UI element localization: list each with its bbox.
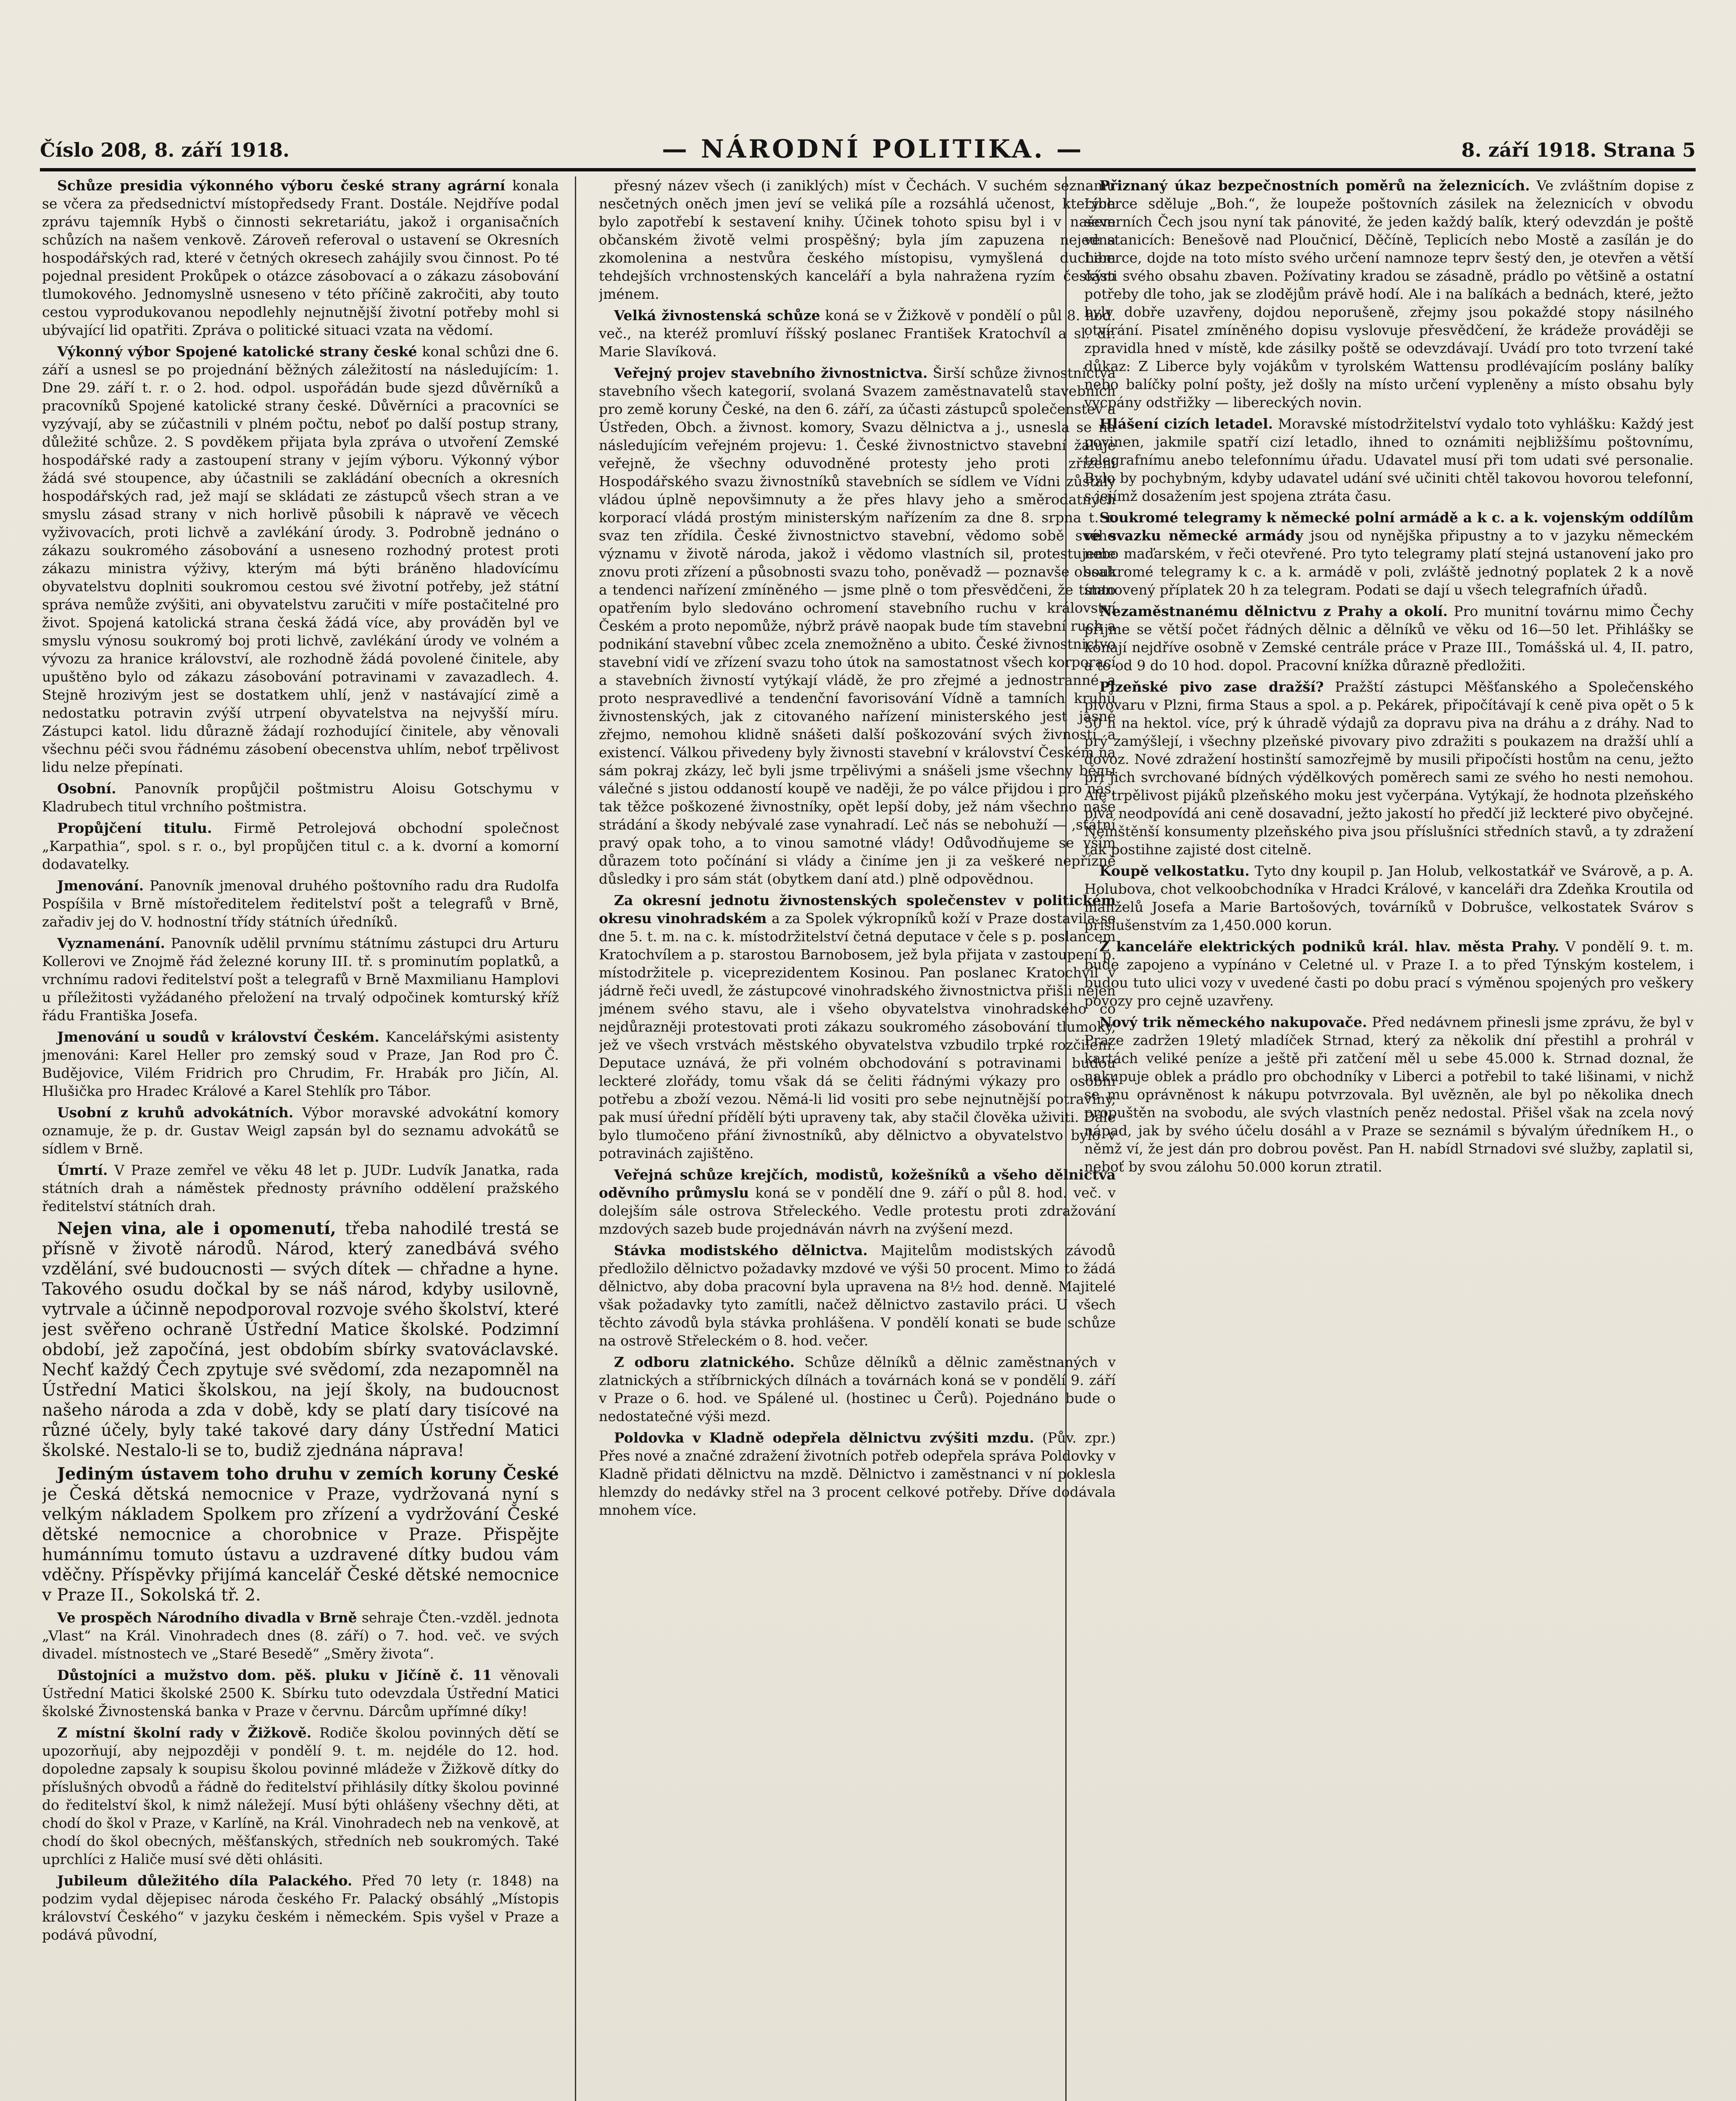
article-headline: Hlášení cizích letadel. (1099, 416, 1273, 432)
article-headline: Ve prospěch Národního divadla v Brně (57, 1609, 357, 1626)
header-rule (40, 168, 1696, 171)
newspaper-title: — NÁRODNÍ POLITIKA. — (662, 134, 1084, 164)
article-paragraph (1084, 678, 1694, 858)
article-paragraph (1084, 508, 1694, 599)
article-headline: Nezaměstnanému dělnictvu z Prahy a okolí. (1099, 603, 1448, 619)
article-body: V Praze zemřel ve věku 48 let p. JUDr. Ludvík Janatka, rada státních drah a náměstek přednosty právního oddělení pražského ředitelství státních drah. (42, 1162, 559, 1214)
masthead-row (40, 130, 1696, 168)
article-paragraph (42, 1609, 559, 1663)
article-headline: Z odboru zlatnického. (614, 1354, 795, 1370)
article-body: Panovník jmenoval druhého poštovního radu dra Rudolfa Pospíšila v Brně místoředitelem ředitelství pošt a telegrafů v Brně, zařadiv jej do V. hodnostní třídy státních úředníků. (42, 877, 559, 930)
article-body: konal schůzi dne 6. září a usnesl se po projednání běžných záležitostí na následujícím: 1. Dne 29. září t. r. o 2. hod. odpol. uspořádán bude sjezd důvěrníků a pracovníků Spojené katolické strany české. Důvěrníci a pracovníci se vyzývají, aby se zúčastnili v plném počtu, neboť po další postup strany, důležité schůze. 2. S povděkem přijata byla zpráva o utvoření Zemské hospodářské rady a zastoupení strany v jejím výboru. Výkonný výbor žádá své stoupence, aby účastnili se zakládání obecních a okresních hospodářských rad, jež mají se skládati ze zástupců všech stran a ve smyslu zásad strany v nich horlivě působili k nápravě ve věcech vyživovacích, proti lichvě a zavlékání úrody. 3. Podrobně jednáno o zákazu soukromého zásobování a usneseno rozhodný protest proti zákazu ministra výživy, kterým má býti bráněno hladovícímu obyvatelstvu doplniti soukromou cestou své životní potřeby, jež státní správa nemůže zvýšiti, ani obyvatelstvu zaručiti v míře postačitelné pro život. Spojená katolická strana česká žádá více, aby prováděn byl ve smyslu výnosu soukromý boj proti lichvě, zavlékání úrody ve volném a vývozu za hranice království, ale rozhodně žádá povolené činitele, aby upuštěno bylo od zákazu zásobování potravinami v zavazadlech. 4. Stejně hrozivým jest se dostatkem uhlí, jenž v nastávající zimě a nedostatku potravin zvýší utrpení obyvatelstva na nejvyšší míru. Zástupci katol. lidu důrazně žádají rozhodující činitele, aby věnovali všechnu péči svou řádnému zásobení obecenstva uhlím, neboť trpělivost lidu nelze přepínati. (42, 343, 559, 775)
article-headline: Schůze presidia výkonného výboru české strany agrární (57, 177, 506, 194)
article-body: Panovník udělil prvnímu státnímu zástupci dru Arturu Kollerovi ve Znojmě řád železné koruny III. tř. s prominutím poplatků, a vrchnímu radovi ředitelství pošt a telegrafů v Brně Maxmilianu Hamplovi u příležitosti vyžádaného přeložení na trvalý odpočinek komturský kříž řádu Františka Josefa. (42, 935, 559, 1024)
article-body: Kancelářskými asistenty jmenováni: Karel Heller pro zemský soud v Praze, Jan Rod pro Č. Budějovice, Vilém Fridrich pro Chrudim, Fr. Hrabák pro Jičín, Al. Hlušička pro Hradec Králové a Karel Stehlík pro Tábor. (42, 1029, 559, 1099)
article-paragraph (42, 877, 559, 931)
article-body: Tyto dny koupil p. Jan Holub, velkostatkář ve Svárově, a p. A. Holubova, chot velkoobchodníka v Hradci Králové, v kanceláři dra Zdeňka Kroutila od manželů Josefa a Marie Bartošových, továrníků v Dobrušce, velkostatek Svárov s příslušenstvím za 1,450.000 korun. (1084, 863, 1694, 933)
article-paragraph (42, 1666, 559, 1720)
article-headline: Plzeňské pivo zase dražší? (1099, 679, 1324, 695)
article-paragraph (599, 891, 1116, 1162)
article-body: přesný název všech (i zaniklých) míst v Čechách. V suchém seznamu nesčetných oněch jmen jeví se veliká píle a rozsáhlá učenost, kterých bylo zapotřebí k sestavení knihy. Účinek tohoto spisu byl i v našem občanském životě velmi prospěšný; byla jím zapuzena nejedna zkomolenina a nestvůra českého místopisu, vymyšlená duchem tehdejších vrchnostenských kanceláří a byla nahražena ryzím českým jménem. (599, 177, 1116, 302)
article-paragraph (599, 364, 1116, 888)
article-body: a za Spolek výkropníků koží v Praze dostavila se dne 5. t. m. na c. k. místodržitelství četná deputace v čele s p. poslancem Kratochvílem a p. starostou Barnobosem, jež byla přijata v zastoupení p. místodržitele p. viceprezidentem Kosinou. Pan poslanec Kratochvíl v jádrně řeči uvedl, že zástupcové vinohradského živnostnictva přišli nejen jménem svého stavu, ale i všeho obyvatelstva vinohradského co nejdůrazněji protestovati proti zákazu soukromého zásobování tlumoky, jež ve všech vrstvách městského obyvatelstva vzbudilo trpké rozčilení. Deputace uznává, že při volném obchodování s potravinami budou leckteré zlořády, tomu však dá se čeliti řádnými výkazy pro osobní potřebu a zboží vezou. Němá-li lid vositi pro sebe nejnutnější potraviny, pak musí úřední přídělí býti upraveny tak, aby stačil člověka uživiti. Dále bylo tlumočeno přání živnostníků, aby dělnictvo a obyvatelstvo bylo v potravinách zajištěno. (599, 910, 1116, 1161)
article-body: (Pův. zpr.) Přes nové a značné zdražení životních potřeb odepřela správa Poldovky v Kladně přidati dělnictvu na mzdě. Dělnictvo i zaměstnanci v ní poklesla hlemzdy do nedávky střel na 3 procent celkové potřeby. Dříve dodávala mnohem více. (599, 1430, 1116, 1518)
article-paragraph (42, 819, 559, 873)
article-paragraph (599, 1429, 1116, 1519)
article-body: V pondělí 9. t. m. bude zapojeno a vypínáno v Celetné ul. v Praze I. a to před Týnským kostelem, i budou tuto ulici vozy v uvedené časti po dobu prací s výměnou spojených pro veškery povozy pro cejně uzavřeny. (1084, 938, 1694, 1009)
article-headline: Veřejná schůze krejčích, modistů, kožešníků a všeho dělnictva oděvního průmyslu (599, 1166, 1116, 1201)
article-body: třeba nahodilé trestá se přísně v životě národů. Národ, který zanedbává svého vzdělání, své budoucnosti — svých dítek — chřadne a hyne. Takového osudu dočkal by se náš národ, kdyby usilovně, vytrvale a účinně nepodporoval rozvoje svého školství, které jest svěřeno ochraně Ústřední Matice školské. Podzimní období, jež započíná, jest obdobím sbírky svatováclavské. Nechť každý Čech zpytuje své svědomí, zda nezapomněl na Ústřední Matici školskou, na její školy, na budoucnost našeho národa a zda v době, kdy se platí dary tisícové na různé účely, byly také takové dary dány Ústřední Matici školské. Nestalo-li se to, budiž zjednána náprava! (42, 1219, 559, 1460)
column-1 (42, 176, 559, 2101)
article-body: Výbor moravské advokátní komory oznamuje, že p. dr. Gustav Weigl zapsán byl do seznamu advokátů se sídlem v Brně. (42, 1104, 559, 1157)
article-headline: Usobní z kruhů advokátních. (57, 1104, 294, 1121)
article-headline: Stávka modistského dělnictva. (614, 1242, 868, 1258)
article-paragraph (42, 1724, 559, 1868)
article-headline: Jubileum důležitého díla Palackého. (57, 1872, 353, 1889)
article-headline: Důstojníci a mužstvo dom. pěš. pluku v Jičíně č. 11 (57, 1667, 492, 1683)
article-paragraph (599, 306, 1116, 361)
article-body: Ve zvláštním dopise z Liberce sděluje „Boh.“, že loupeže poštovních zásilek na železnicích v obvodu severních Čech jsou nyní tak pánovité, že jeden každý balík, který odevzdán je poště ve stanicích: Benešově nad Ploučnicí, Děčíně, Teplicích nebo Mostě a zasílán je do Liberce, dojde na toto místo svého určení namnoze teprv šestý den, je otevřen a větší části svého obsahu zbaven. Požívatiny kradou se zásadně, prádlo po většině a ostatní potřeby dle toho, jak se zlodějům právě hodí. Ale i na balíkách a bednách, které, ježto byly dobře uzavřeny, dojdou neporušeně, zřejmy jsou pokaždé stopy násilného otvírání. Pisatel zmíněného dopisu vyslovuje přesvědčení, že krádeže prováději se zpravidla hned v místě, kde zásilky poště se odevzdávají. Uvádí pro toto tvrzení také důkaz: Z Liberce byly vojákům v tyrolském Wattensu prodlévajícím poslány balíky nebo balíčky polní pošty, jež došly na místo určení vypleněny a místo obsahu byly vycpány odstřižky — libereckých novin. (1084, 177, 1694, 411)
article-body: Panovník propůjčil poštmistru Aloisu Gotschymu v Kladrubech titul vrchního poštmistra. (42, 780, 559, 815)
article-headline: Za okresní jednotu živnostenských společenstev v politickém okresu vinohradském (599, 892, 1116, 927)
article-headline: Jmenování u soudů v království Českém. (57, 1029, 379, 1045)
article-headline: Z kanceláře elektrických podniků král. hlav. města Prahy. (1099, 938, 1560, 955)
article-body: Před nedávnem přinesli jsme zprávu, že byl v Praze zadržen 19letý mladíček Strnad, který za několik dní přestihl a prohrál v kartách veliké peníze a ještě při zatčení měl u sebe 45.000 k. Strnad doznal, že nakupuje oblek a prádlo pro obchodníky v Liberci a potřebil to také lišinami, v nichž se mu oprávněnost k nákupu potvrzovala. Byl uvězněn, ale byl po několika dnech propuštěn na svobodu, ale svých vlastních peněz nedostal. Přišel však na zcela nový nápad, jak by svého účelu dosáhl a v Praze se seznámil s bývalým úředníkem H., o němž ví, že jest dán pro dobrou pověst. Pan H. nabídl Strnadovi své služby, zaplatil si, neboť by svou zálohu 50.000 korun ztratil. (1084, 1014, 1694, 1175)
article-headline: Osobní. (57, 780, 116, 797)
article-paragraph (42, 176, 559, 339)
article-paragraph (42, 1872, 559, 1944)
article-body: Pro munitní továrnu mimo Čechy přijme se větší počet řádných dělnic a dělníků ve věku od 16—50 let. Přihlášky se konají nejdříve osobně v Zemské centrále práce v Praze III., Tomášská ul. 4, II. patro, a to od 9 do 10 hod. dopol. Pracovní knížka důrazně předložiti. (1084, 603, 1694, 674)
date-and-page: 8. září 1918. Strana 5 (1461, 139, 1696, 161)
article-body: koná se v Žižkově v pondělí o půl 8. hod. več., na kteréž promluví říšský poslanec František Kratochvíl a sl. dr. Marie Slavíková. (599, 307, 1116, 360)
article-paragraph (42, 1464, 559, 1605)
article-body: Pražští zástupci Měšťanského a Společenského pivovaru v Plzni, firma Staus a spol. a p. Pekárek, připočítávají k ceně piva opět o 5 k 50 h na hektol. více, prý k úhradě výdajů za dopravu piva na dráhu a z dráhy. Nad to prý zamýšlejí, i všechny plzeňské pivovary pivo zdražiti s poukazem na dražší uhlí a dovoz. Nové zdražení hostinští samozřejmě by musili připočísti hostům na cenu, ježto při jich svrchované bídných výdělkových poměrech sami ze svého ho nesti nemohou. Ale trpělivost pijáků plzeňského moku jest vyčerpána. Vytýkají, že hodnota plzeňského piva neodpovídá ani ceně dosavadní, ježto jakostí ho předčí již leckteré pivo obyčejné. Neinštěnší konsumenty plzeňského piva jsou příslušníci středních stavů, a ty zdražení tak postihne zajisté dost citelně. (1084, 679, 1694, 858)
article-headline: Nejen vina, ale i opomenutí, (57, 1219, 336, 1238)
article-headline: Koupě velkostatku. (1099, 863, 1250, 879)
article-paragraph (42, 1161, 559, 1215)
article-body: věnovali Ústřední Matici školské 2500 K. Sbírku tuto odevzdala Ústřední Matici školské Živnostenská banka v Praze v červnu. Dárcům upřímné díky! (42, 1667, 559, 1719)
column-divider (575, 176, 576, 2101)
column-2 (599, 176, 1116, 2101)
article-headline: Z místní školní rady v Žižkově. (57, 1725, 312, 1741)
article-headline: Velká živnostenská schůze (614, 307, 820, 324)
article-body: Širší schůze živnostnictva stavebního všech kategorií, svolaná Svazem zaměstnavatelů stavebních pro země koruny České, na den 6. září, za účasti zástupců společenstev a Ústředen, Obch. a živnost. komory, Svazu dělnictva a j., usnesla se na následujícím veřejném projevu: 1. České živnostnictvo stavební žaluje veřejně, že všechny oduvodněné protesty jeho proti zřízení Hospodářského svazu živnostníků stavebních se sídlem ve Vídni zůstaly vládou úplně nepovšimnuty a že přes hlavy jeho a směrodatných korporací vládá prostým ministerským nařízením za dne 8. srpna t. r. svaz ten zřídila. České živnostnictvo stavební, vědomo sobě svého významu v životě národa, jakož i vědomo vlastních sil, protestujeme znovu proti zřízení a působnosti svazu toho, poněvadž — poznavše obsah a tendenci nařízení zmíněného — jsme plně o tom přesvědčeni, že tímto opatřením bylo sledováno ochromení stavebního ruchu v království Českém a proto nepomůže, nýbrž právě naopak bude tím stavební ruch a podnikání stavební vůbec zcela znemožněno a ubito. České živnostnictvo stavební vidí ve zřízení svazu toho útok na samostatnost všech korporací a stavebních živností vytýkají vládě, že pro zřejmé a jednostranné a proto nespravedlivé a tendenční favorisování Vídně a tamních kruhů živnostenských, jak z citovaného nařízení ministerského jest jasně zřejmo, nemohou klidně snášeti další poškozování svých živností a existencí. Válkou přivedeny byly živnosti stavební v království Českém na sám pokraj zkázy, leč byli jsme trpělivými a snášeli jsme všechny běды válečné s jistou oddaností koupě ve naději, že po válce přijdou i pro nás, tak těžce poškozené živnostníky, opět lepší doby, jež nám všechno naše strádání a škody nebývalé zase vynahradí. Leč nás se nebohuží — ‚státní pravý opak toho, a to vinou samotné vlády! Odůvodňujeme se vším důrazem toto počínání si vlády a činíme jen ji za veškeré nepřízně důsledky i pro sám stát (obytkem daní atd.) plně odpovědnou. (599, 365, 1116, 887)
article-body: koná se v pondělí dne 9. září o půl 8. hod. več. v dolejším sále ostrova Střeleckého. Vedle protestu proti zdražování mzdových sazeb bude projednáván návrh na zvýšení mezd. (599, 1185, 1116, 1237)
article-paragraph (599, 1166, 1116, 1238)
article-paragraph (1084, 862, 1694, 934)
article-paragraph (1084, 1013, 1694, 1176)
article-headline: Veřejný projev stavebního živnostnictva. (614, 365, 928, 381)
article-paragraph (42, 1103, 559, 1158)
article-headline: Soukromé telegramy k německé polní armádě a k c. a k. vojenským oddílům ve svazku německé armády (1084, 509, 1694, 544)
article-headline: Vyznamenání. (57, 935, 165, 951)
article-paragraph (1084, 937, 1694, 1010)
article-headline: Nový trik německého nakupovače. (1099, 1014, 1367, 1030)
issue-number: Číslo 208, 8. září 1918. (40, 139, 290, 161)
article-paragraph (599, 176, 1116, 303)
article-body: konala se včera za předsednictví místopředsedy Frant. Dostále. Nejdříve podal zprávu tajemník Hybš o činnosti sekretariátu, jakož i organisačních schůzích na našem venkově. Zároveň referoval o ustavení se Okresních hospodářských rad, které v četných okresech zahájily svou činnost. Po té pojednal president Prokůpek o otázce zásobovací a o zákazu zásobování tlumokového. Jednomyslně usneseno v této příčině zakročiti, aby touto cestou vyprodukovanou nepodlehly nejnutnější životní potřeby mohl si ubývající lid opatřiti. Zpráva o politické situaci vzata na vědomí. (42, 177, 559, 338)
article-body: Rodiče školou povinných dětí se upozorňují, aby nejpozději v pondělí 9. t. m. nejdéle do 12. hod. dopoledne zapsaly k soupisu školou povinné mládeže v Žižkově dítky do příslušných obvodů a řádně do ředitelství přihlásily dítky školou povinné do ředitelství škol, k nimž náležejí. Musí býti ohlášeny všechny děti, at chodí do škol v Praze, v Karlíně, na Král. Vinohradech neb na venkově, at chodí do škol obecných, měšťanských, středních neb soukromých. Také uprchlíci z Haliče musí své děti ohlásiti. (42, 1725, 559, 1867)
article-body: sehraje Čten.-vzděl. jednota „Vlast“ na Král. Vinohradech dnes (8. září) o 7. hod. več. ve svých divadel. místnostech ve „Staré Besedě“ „Směry života“. (42, 1609, 559, 1662)
article-body: jsou od nynějška připustny a to v jazyku německém nebo maďarském, v řeči otevřené. Pro tyto telegramy platí stejná ustanovení jako pro soukromé telegramy k c. a k. armádě v poli, zvláště jednotný poplatek 2 k a nově stanovený příplatek 20 h za telegram. Podati se dají u všech telegrafních úřadů. (1084, 527, 1694, 598)
article-paragraph (42, 1219, 559, 1461)
article-body: Před 70 lety (r. 1848) na podzim vydal dějepisec národa českého Fr. Palacký obsáhlý „Místopis království Českého“ v jazyku českém i německém. Spis vyšel v Praze a podává původní, (42, 1872, 559, 1943)
article-paragraph (42, 779, 559, 816)
article-headline: Výkonný výbor Spojené katolické strany české (57, 343, 417, 360)
article-body: je Česká dětská nemocnice v Praze, vydržovaná nyní s velkým nákladem Spolkem pro zřízení a vydržování České dětské nemocnice a chorobnice v Praze. Přispějte humánnímu tomuto ústavu a uzdravené dítky budou vám vděčny. Příspěvky přijímá kancelář České dětské nemocnice v Praze II., Sokolská tř. 2. (42, 1485, 559, 1605)
column-3 (1084, 176, 1694, 2101)
article-headline: Přiznaný úkaz bezpečnostních poměrů na železnicích. (1099, 177, 1530, 194)
article-paragraph (599, 1241, 1116, 1350)
article-headline: Propůjčení titulu. (57, 820, 212, 836)
article-paragraph (1084, 602, 1694, 674)
article-body: Moravské místodržitelství vydalo toto vyhlášku: Každý jest povinen, jakmile spatří cizí letadlo, ihned to oznámiti nejbližšímu poštovnímu, telegrafnímu anebo telefonnímu úřadu. Udavatel musí při tom udati své personalie. Bylo by pochybným, kdyby udavatel udání své učiniti chtěl takovou hovorou telefonní, s jejímž dosažením jest spojena ztráta času. (1084, 416, 1694, 504)
article-paragraph (42, 342, 559, 776)
article-paragraph (599, 1353, 1116, 1425)
article-paragraph (1084, 415, 1694, 505)
article-headline: Jediným ústavem toho druhu v zemích koruny České (57, 1464, 559, 1484)
article-paragraph (1084, 176, 1694, 411)
article-body: Firmě Petrolejová obchodní společnost „Karpathia“, spol. s r. o., byl propůjčen titul c. a k. dvorní a komorní dodavatelky. (42, 820, 559, 872)
article-body: Schůze dělníků a dělnic zaměstnaných v zlatnických a stříbrnických dílnách a továrnách koná se v pondělí 9. září v Praze o 6. hod. ve Spálené ul. (hostinec u Čerů). Pojednáno bude o nedostatečné výši mezd. (599, 1354, 1116, 1424)
article-headline: Úmrtí. (57, 1162, 108, 1178)
article-paragraph (42, 1028, 559, 1100)
article-headline: Jmenování. (57, 877, 144, 894)
article-paragraph (42, 934, 559, 1024)
article-headline: Poldovka v Kladně odepřela dělnictvu zvýšiti mzdu. (614, 1430, 1034, 1446)
article-body: Majitelům modistských závodů předložilo dělnictvo požadavky mzdové ve výši 50 procent. Mimo to žádá dělnictvo, aby doba pracovní byla upravena na 8½ hod. denně. Majitelé však požadavky tyto zamítli, načež dělnictvo zastavilo práci. U všech těchto závodů byla stávka prohlášena. V pondělí konati se bude schůze na ostrově Střeleckém o 8. hod. večer. (599, 1242, 1116, 1349)
